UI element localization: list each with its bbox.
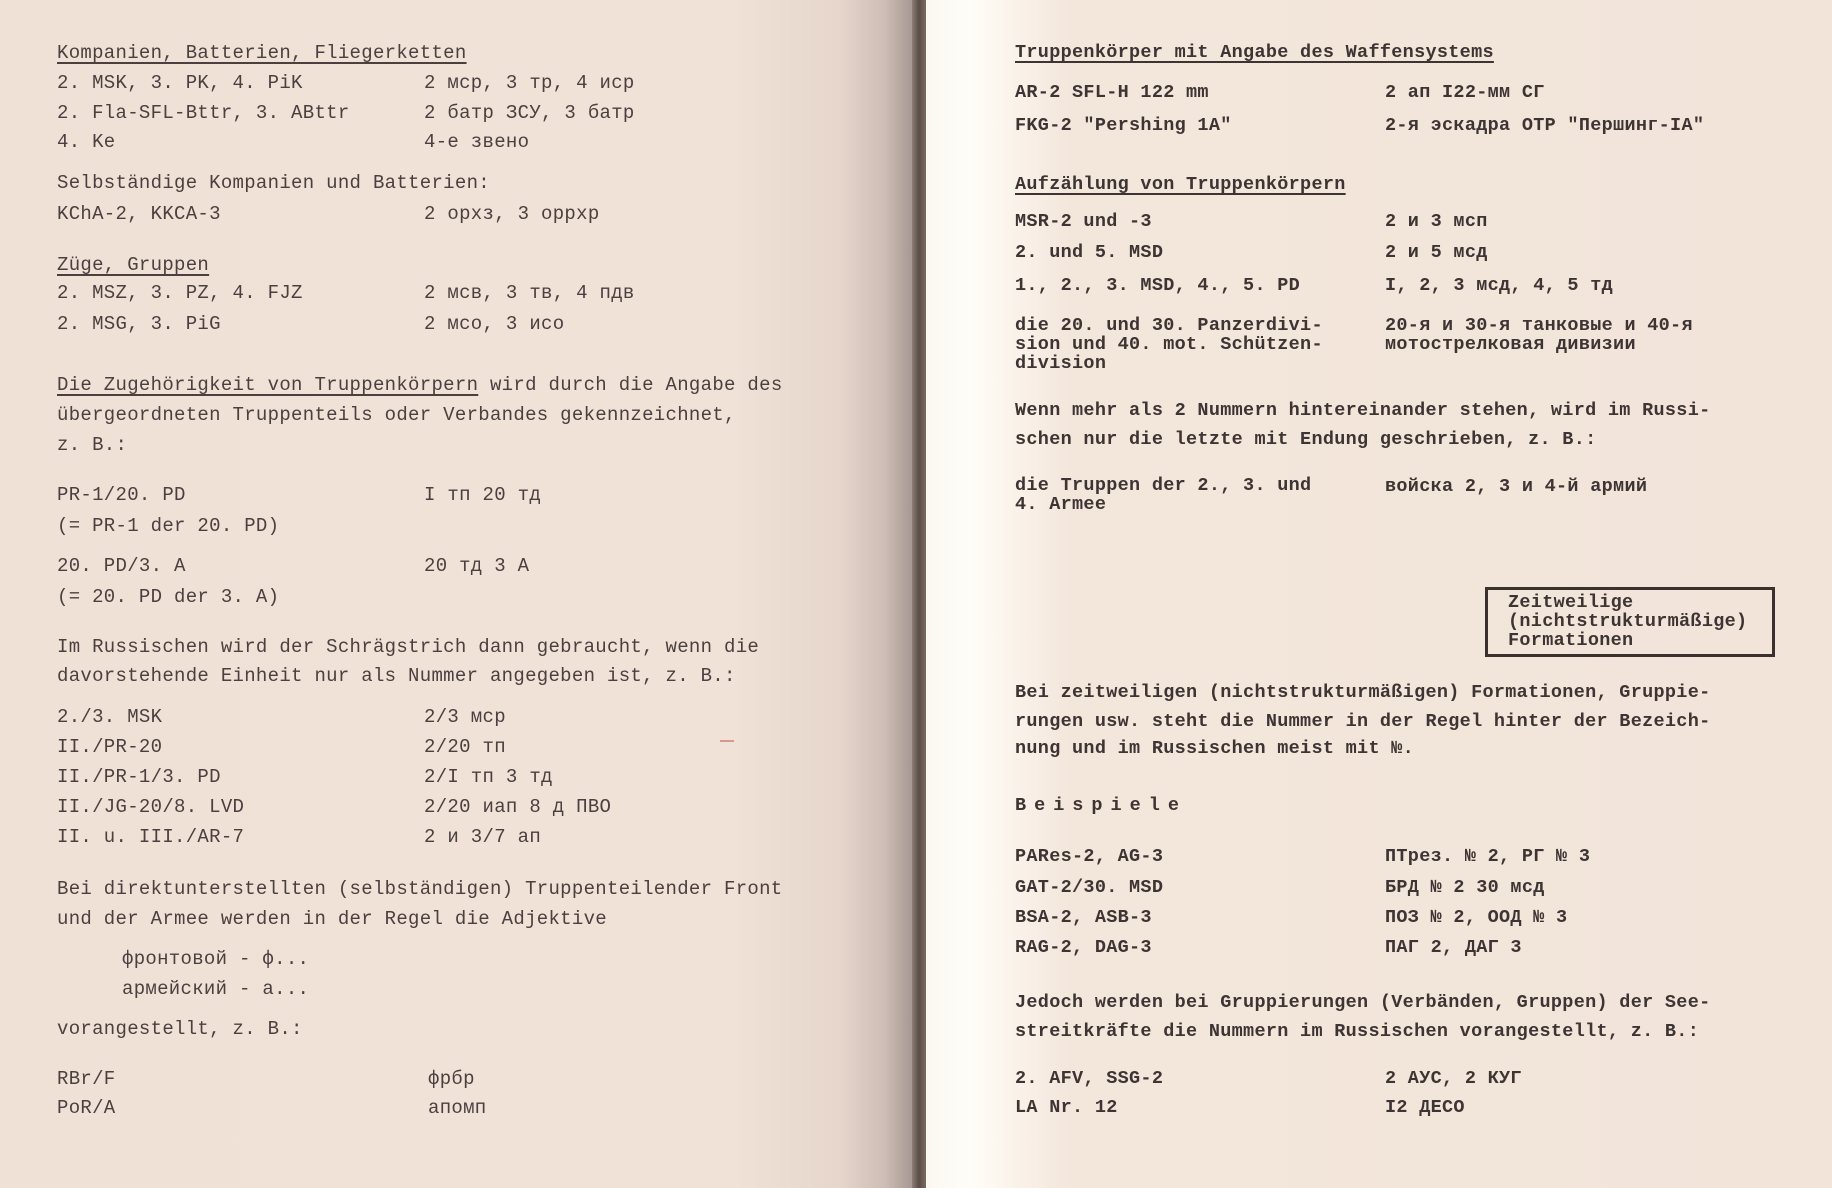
example-value: I тп 20 тд [424,484,542,506]
paragraph-line: Jedoch werden bei Gruppierungen (Verbänden, Gruppen) der See- [1015,992,1711,1013]
row-value: 2 батр ЗСУ, 3 батр [424,102,635,124]
row-value: 2 орхз, 3 оррхр [424,203,600,225]
left-page [0,0,912,1188]
paragraph-line: vorangestellt, z. B.: [57,1018,303,1040]
row-value: 2-я эскадра ОТР "Першинг-IA" [1385,115,1705,136]
ink-mark [720,740,734,742]
row-label: 2. MSZ, 3. PZ, 4. FJZ [57,282,303,304]
example-value: 2 АУС, 2 КУГ [1385,1068,1522,1089]
row-label: FKG-2 "Pershing 1A" [1015,115,1232,136]
box-line: Zeitweilige [1508,592,1634,613]
row-value-multiline: 20-я и 30-я танковые и 40-я мотострелковая дивизии [1385,315,1693,355]
paragraph-line: nung und im Russischen meist mit №. [1015,738,1415,759]
heading-beispiele: Beispiele [1015,795,1187,816]
example-label: 2./3. MSK [57,706,163,728]
row-value: 2 мср, 3 тр, 4 иср [424,72,635,94]
paragraph-line: z. B.: [57,434,128,456]
heading-zuege: Züge, Gruppen [57,254,210,276]
heading-selbstaendige: Selbständige Kompanien und Batterien: [57,172,490,194]
row-value: 4-е звено [424,131,530,153]
example-value: 2/20 тп [424,736,506,758]
example-value: войска 2, 3 и 4-й армий [1385,476,1648,497]
example-label: II./JG-20/8. LVD [57,796,245,818]
row-label: 2. Fla-SFL-Bttr, 3. ABttr [57,102,350,124]
row-label: KChA-2, KKCA-3 [57,203,221,225]
paragraph-line: davorstehende Einheit nur als Nummer angegeben ist, z. B.: [57,665,736,687]
example-value: БРД № 2 30 мсд [1385,877,1545,898]
heading-kompanien: Kompanien, Batterien, Fliegerketten [57,42,467,64]
section-box-formationen [1485,587,1775,657]
box-line: Formationen [1508,630,1634,651]
example-label: PR-1/20. PD [57,484,186,506]
example-label: RAG-2, DAG-3 [1015,937,1152,958]
example-label: 2. AFV, SSG-2 [1015,1068,1164,1089]
example-label: RBr/F [57,1068,116,1090]
paragraph-line: Im Russischen wird der Schrägstrich dann gebraucht, wenn die [57,636,760,658]
paragraph-line: streitkräfte die Nummern im Russischen vorangestellt, z. B.: [1015,1021,1700,1042]
row-label: 4. Ke [57,131,116,153]
row-value: 2 и 5 мсд [1385,242,1488,263]
example-value: 2/20 иап 8 д ПВО [424,796,612,818]
row-label: 1., 2., 3. MSD, 4., 5. PD [1015,275,1301,296]
paragraph-line: und der Armee werden in der Regel die Adjektive [57,908,607,930]
book-spine [912,0,926,1188]
example-label: BSA-2, ASB-3 [1015,907,1152,928]
example-value: ПОЗ № 2, ООД № 3 [1385,907,1568,928]
heading-waffensystem: Truppenkörper mit Angabe des Waffensystems [1015,42,1494,63]
paragraph-text: wird durch die Angabe des [478,374,783,396]
example-label: II. u. III./AR-7 [57,826,245,848]
underlined-term: Die Zugehörigkeit von Truppenkörpern [57,374,479,396]
example-label: 20. PD/3. A [57,555,186,577]
example-value: 2/I тп 3 тд [424,766,553,788]
example-value: 2/3 мср [424,706,506,728]
example-label: II./PR-1/3. PD [57,766,221,788]
paragraph-line: Wenn mehr als 2 Nummern hintereinander stehen, wird im Russi- [1015,400,1711,421]
example-value: ПТрез. № 2, РГ № 3 [1385,846,1591,867]
heading-aufzaehlung: Aufzählung von Truppenkörpern [1015,174,1346,195]
box-line: (nichtstrukturmäßige) [1508,611,1748,632]
example-label: GAT-2/30. MSD [1015,877,1164,898]
paragraph-line: übergeordneten Truppenteils oder Verbandes gekennzeichnet, [57,404,736,426]
example-value: 20 тд 3 А [424,555,530,577]
example-value: фрбр [428,1068,475,1090]
example-note: (= 20. PD der 3. A) [57,586,280,608]
paragraph-line [57,374,783,396]
row-label: 2. und 5. MSD [1015,242,1164,263]
paragraph-line: Bei zeitweiligen (nichtstrukturmäßigen) Formationen, Gruppie- [1015,682,1711,703]
row-label: 2. MSK, 3. PK, 4. PiK [57,72,303,94]
row-value: 2 ап I22-мм СГ [1385,82,1545,103]
row-label: AR-2 SFL-H 122 mm [1015,82,1209,103]
paragraph-line: schen nur die letzte mit Endung geschrieben, z. B.: [1015,429,1597,450]
example-label: LA Nr. 12 [1015,1097,1118,1118]
row-value: 2 мсв, 3 тв, 4 пдв [424,282,635,304]
row-value: I, 2, 3 мсд, 4, 5 тд [1385,275,1614,296]
example-label: PARes-2, AG-3 [1015,846,1164,867]
example-label-multiline: die Truppen der 2., 3. und 4. Armee [1015,475,1312,515]
adjective-army: армейский - а... [122,978,310,1000]
row-value: 2 и 3 мсп [1385,211,1488,232]
example-value: апомп [428,1097,487,1119]
example-label: II./PR-20 [57,736,163,758]
row-label: MSR-2 und -3 [1015,211,1152,232]
example-note: (= PR-1 der 20. PD) [57,515,280,537]
example-value: I2 ДЕСО [1385,1097,1465,1118]
adjective-front: фронтовой - ф... [122,948,310,970]
paragraph-line: Bei direktunterstellten (selbständigen) Truppenteilender Front [57,878,783,900]
example-label: PoR/A [57,1097,116,1119]
example-value: 2 и 3/7 ап [424,826,542,848]
row-label-multiline: die 20. und 30. Panzerdivi- sion und 40. mot. Schützen- division [1015,315,1323,374]
example-value: ПАГ 2, ДАГ 3 [1385,937,1522,958]
paragraph-line: rungen usw. steht die Nummer in der Regel hinter der Bezeich- [1015,711,1711,732]
row-value: 2 мсо, 3 исо [424,313,565,335]
row-label: 2. MSG, 3. PiG [57,313,221,335]
